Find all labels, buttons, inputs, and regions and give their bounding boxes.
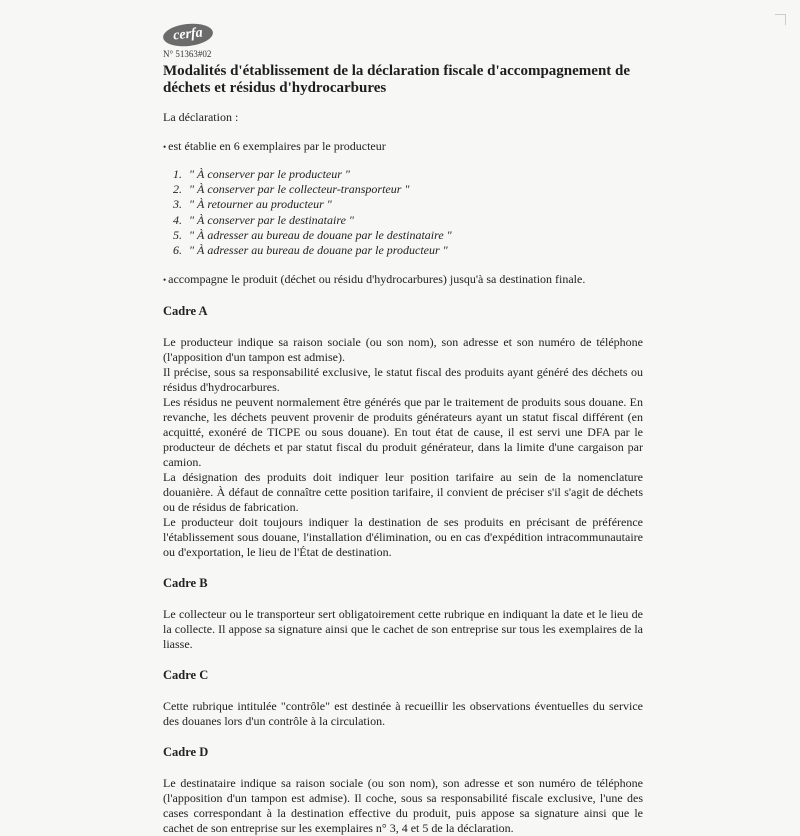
section-heading-cadre-d: Cadre D [163,745,209,760]
copy-item: 2. " À conserver par le collecteur-transporteur " [185,182,643,197]
paragraph: Le destinataire indique sa raison sociale (ou son nom), son adresse et son numéro de téléphone (l'apposition d'un tampon est admise). Il coche, sous sa responsabilité fiscale exclusive, l'une des cases correspondant à la destination effective du produit, puis appose sa signature ainsi que le cachet de son entreprise sur les exemplaires n° 3, 4 et 5 de la déclaration. [163,776,643,836]
paragraph: Cette rubrique intitulée "contrôle" est destinée à recueillir les observations éventuelles du service des douanes lors d'un contrôle à la circulation. [163,699,643,729]
copy-item: 3. " À retourner au producteur " [185,197,643,212]
bullet-destination [163,272,643,288]
section-body-cadre-c [163,699,643,729]
section-body-cadre-a [163,335,643,560]
section-body-cadre-d [163,776,643,836]
copy-item: 4. " À conserver par le destinataire " [185,213,643,228]
document-title: Modalités d'établissement de la déclaration fiscale d'accompagnement de déchets et résidus d'hydrocarbures [163,63,631,96]
copies-list [163,167,643,258]
bullet-destination-text: accompagne le produit (déchet ou résidu d'hydrocarbures) jusqu'à sa destination finale. [168,272,586,287]
copy-item: 5. " À adresser au bureau de douane par le destinataire " [185,228,643,243]
paragraph: Le collecteur ou le transporteur sert obligatoirement cette rubrique en indiquant la date et le lieu de la collecte. Il appose sa signature ainsi que le cachet de son entreprise sur tous les exemplaires de la liasse. [163,607,643,652]
paragraph: Le producteur indique sa raison sociale (ou son nom), son adresse et son numéro de téléphone (l'apposition d'un tampon est admise). [163,335,643,365]
scan-corner-mark [775,14,786,25]
section-heading-cadre-a: Cadre A [163,304,208,319]
paragraph: Il précise, sous sa responsabilité exclusive, le statut fiscal des produits ayant généré des déchets ou résidus d'hydrocarbures. [163,365,643,395]
cerfa-logo: cerfa [162,21,214,48]
intro-text: La déclaration : [163,110,239,124]
bullet-copies-text: est établie en 6 exemplaires par le producteur [168,139,386,153]
section-heading-cadre-c: Cadre C [163,668,209,683]
section-heading-cadre-b: Cadre B [163,576,208,591]
paragraph: Les résidus ne peuvent normalement être générés que par le traitement de produits sous douane. En revanche, les déchets peuvent provenir de produits générateurs ayant un statut fiscal différent (en acquitté, exonéré de TICPE ou sous douane). En tout état de cause, il est servi une DFA par le producteur de déchets et par statut fiscal du produit générateur, dans la limite d'une cargaison par camion. [163,395,643,470]
bullet-copies [163,139,643,155]
copy-item: 1. " À conserver par le producteur " [185,167,643,182]
paragraph: La désignation des produits doit indiquer leur position tarifaire au sein de la nomenclature douanière. À défaut de connaître cette position tarifaire, il convient de préciser s'il s'agit de déchets ou de résidus de fabrication. [163,470,643,515]
document-body [163,110,643,836]
paragraph: Le producteur doit toujours indiquer la destination de ses produits en précisant de préférence l'établissement sous douane, l'installation d'élimination, ou en cas d'expédition intracommunautaire ou d'exportation, le lieu de l'État de destination. [163,515,643,560]
section-body-cadre-b [163,607,643,652]
copy-item: 6. " À adresser au bureau de douane par le producteur " [185,243,643,258]
cerfa-number: N° 51363#02 [163,49,212,59]
